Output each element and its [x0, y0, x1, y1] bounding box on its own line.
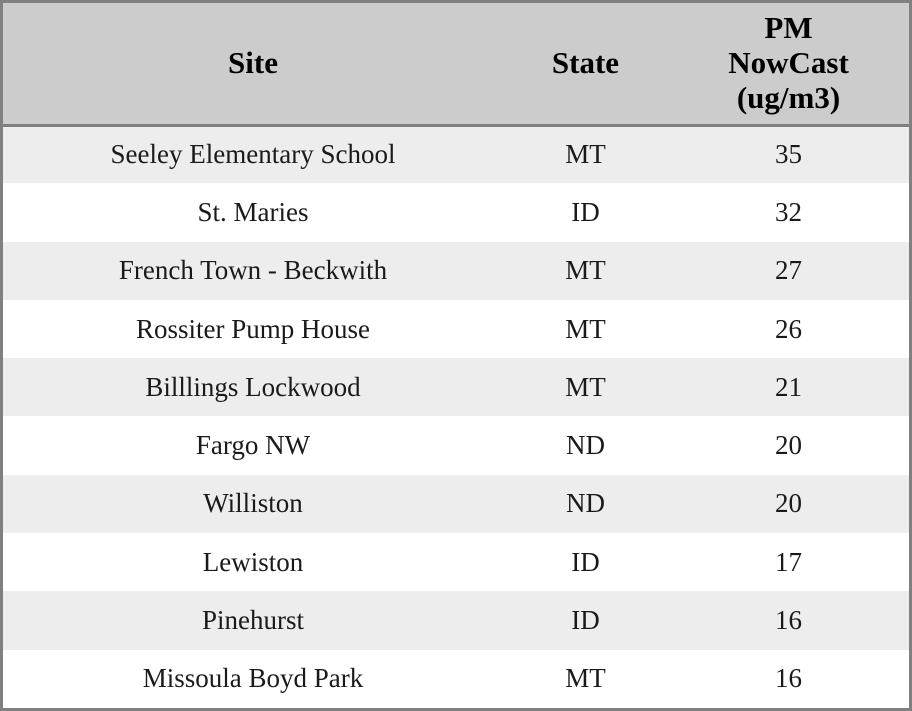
- table-row: [3, 242, 909, 300]
- cell-site: Lewiston: [3, 533, 503, 591]
- column-header-site: Site: [3, 3, 503, 125]
- column-header-state: State: [503, 3, 668, 125]
- cell-state: ID: [503, 533, 668, 591]
- cell-state: ID: [503, 183, 668, 241]
- cell-value: 20: [668, 475, 909, 533]
- cell-site: Billlings Lockwood: [3, 358, 503, 416]
- table-row: [3, 125, 909, 183]
- cell-state: ND: [503, 475, 668, 533]
- cell-site: Missoula Boyd Park: [3, 650, 503, 708]
- column-header-pm-nowcast-line2: NowCast: [728, 44, 849, 80]
- cell-state: MT: [503, 242, 668, 300]
- cell-state: ID: [503, 591, 668, 649]
- table-row: [3, 475, 909, 533]
- cell-site: Pinehurst: [3, 591, 503, 649]
- cell-value: 32: [668, 183, 909, 241]
- cell-site: Rossiter Pump House: [3, 300, 503, 358]
- cell-value: 17: [668, 533, 909, 591]
- cell-value: 27: [668, 242, 909, 300]
- column-header-pm-nowcast-line1: PM: [764, 10, 813, 46]
- cell-state: ND: [503, 416, 668, 474]
- cell-site: St. Maries: [3, 183, 503, 241]
- cell-state: MT: [503, 300, 668, 358]
- table-row: [3, 358, 909, 416]
- cell-state: MT: [503, 358, 668, 416]
- table-row: [3, 416, 909, 474]
- cell-value: 16: [668, 650, 909, 708]
- cell-value: 16: [668, 591, 909, 649]
- cell-site: Fargo NW: [3, 416, 503, 474]
- cell-value: 20: [668, 416, 909, 474]
- cell-site: Seeley Elementary School: [3, 125, 503, 183]
- cell-site: Williston: [3, 475, 503, 533]
- table-row: [3, 533, 909, 591]
- column-header-pm-nowcast: [668, 3, 909, 125]
- cell-state: MT: [503, 125, 668, 183]
- pm-nowcast-table: [3, 3, 909, 708]
- table-body: [3, 125, 909, 708]
- table-row: [3, 591, 909, 649]
- table-header-row: [3, 3, 909, 125]
- cell-value: 35: [668, 125, 909, 183]
- column-header-pm-nowcast-line3: (ug/m3): [736, 79, 841, 115]
- table-row: [3, 300, 909, 358]
- cell-value: 26: [668, 300, 909, 358]
- table-row: [3, 183, 909, 241]
- table-row: [3, 650, 909, 708]
- cell-site: French Town - Beckwith: [3, 242, 503, 300]
- cell-state: MT: [503, 650, 668, 708]
- cell-value: 21: [668, 358, 909, 416]
- table-header: [3, 3, 909, 125]
